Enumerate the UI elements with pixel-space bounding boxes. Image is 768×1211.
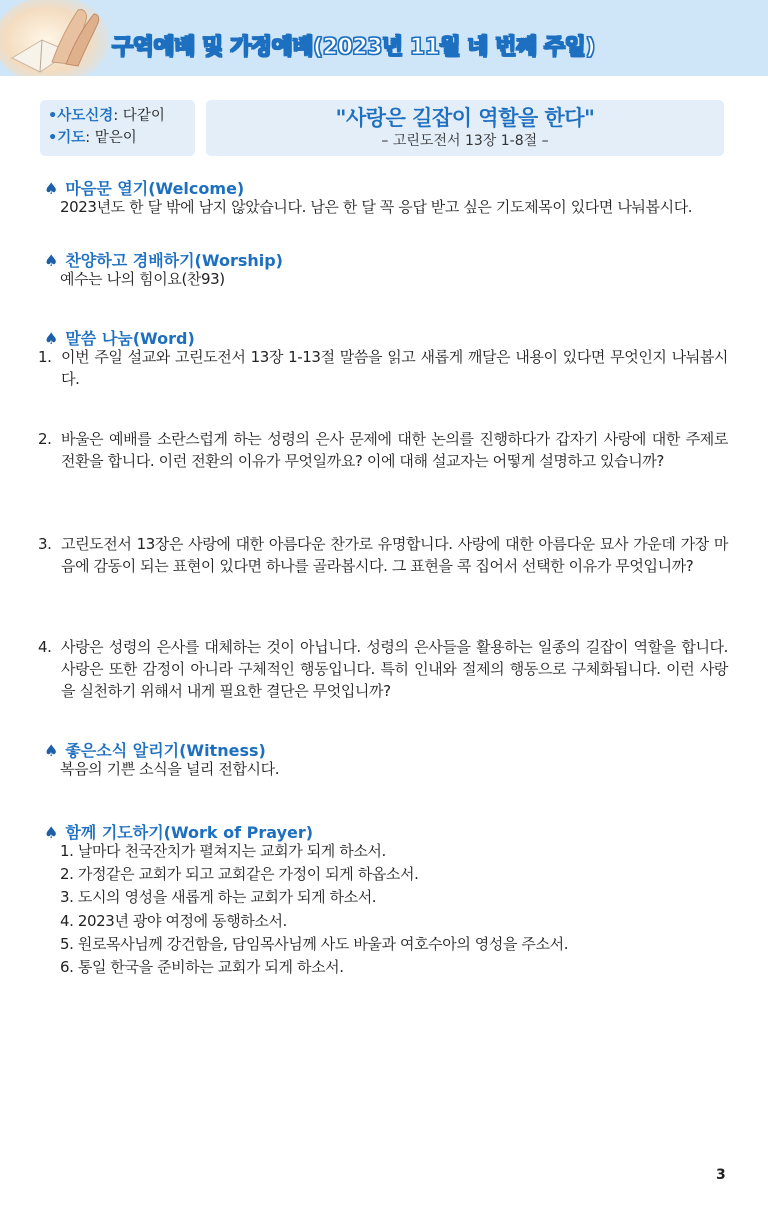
list-item: 4. 2023년 광야 여정에 동행하소서. (60, 911, 287, 930)
question-number: 1. (38, 348, 52, 366)
prayer-list (60, 840, 568, 979)
creed-value: : 다같이 (113, 108, 165, 124)
prayer-value: : 맡은이 (85, 130, 137, 146)
scripture-reference: – 고린도전서 13장 1-8절 – (381, 133, 549, 149)
page-number: 3 (716, 1167, 726, 1183)
witness-body: 복음의 기쁜 소식을 널리 전합시다. (60, 760, 280, 778)
prayer-label: 기도 (57, 130, 86, 146)
question-text: 이번 주일 설교와 고린도전서 13장 1-13절 말씀을 읽고 새롭게 깨달은 내용이 있다면 무엇인지 나눠봅시다. (61, 348, 728, 388)
praying-hands-bible-icon (0, 0, 120, 76)
question-text: 고린도전서 13장은 사랑에 대한 아름다운 찬가로 유명합니다. 사랑에 대한 아름다운 묘사 가운데 가장 마음에 감동이 되는 표현이 있다면 하나를 골라봅시다. 그 표현을 콕 집어서 선택한 이유가 무엇입니까? (61, 535, 728, 575)
bullet-icon: • (48, 108, 58, 124)
header-banner (0, 0, 768, 76)
section-heading-text: 마음문 열기(Welcome) (65, 179, 245, 198)
sermon-title: "사랑은 길잡이 역할을 한다" (335, 106, 595, 130)
worship-body: 예수는 나의 힘이요(찬93) (60, 270, 225, 288)
list-item: 6. 통일 한국을 준비하는 교회가 되게 하소서. (60, 958, 344, 977)
section-heading-text: 찬양하고 경배하기(Worship) (65, 251, 283, 270)
sermon-title-box (206, 100, 724, 156)
list-item: 1. 날마다 천국잔치가 펼쳐지는 교회가 되게 하소서. (60, 842, 386, 860)
welcome-body: 2023년도 한 달 밖에 남지 않았습니다. 남은 한 달 꼭 응답 받고 싶은 기도제목이 있다면 나눠봅시다. (60, 198, 693, 216)
spade-icon: ♠ (44, 179, 59, 198)
creed-label: 사도신경 (57, 108, 114, 124)
question-item-2 (38, 428, 728, 472)
question-number: 2. (38, 430, 52, 448)
question-text: 사랑은 성령의 은사를 대체하는 것이 아닙니다. 성령의 은사들을 활용하는 일종의 길잡이 역할을 합니다. 사랑은 또한 감정이 아니라 구체적인 행동입니다. 특히 인내와 절제의 행동으로 구체화됩니다. 이런 사랑을 실천하기 위해서 내게 필요한 결단은 무엇입니까? (61, 638, 728, 700)
question-number: 3. (38, 535, 52, 553)
prayer-row (48, 127, 195, 149)
question-number: 4. (38, 638, 52, 656)
spade-icon: ♠ (44, 823, 59, 842)
question-item-4 (38, 636, 728, 702)
bullet-icon: • (48, 130, 58, 146)
service-roles-box (40, 100, 195, 156)
section-heading-text: 함께 기도하기(Work of Prayer) (65, 823, 314, 842)
page-title: 구역예배 및 가정예배(2023년 11월 네 번째 주일) (112, 35, 595, 60)
spade-icon: ♠ (44, 741, 59, 760)
creed-row (48, 105, 195, 127)
spade-icon: ♠ (44, 251, 59, 270)
section-heading-text: 좋은소식 알리기(Witness) (65, 741, 266, 760)
question-item-1 (38, 346, 728, 390)
list-item: 5. 원로목사님께 강건함을, 담임목사님께 사도 바울과 여호수아의 영성을 주소서. (60, 934, 569, 953)
question-item-3 (38, 533, 728, 577)
spade-icon: ♠ (44, 329, 59, 348)
question-text: 바울은 예배를 소란스럽게 하는 성령의 은사 문제에 대한 논의를 진행하다가 갑자기 사랑에 대한 주제로 전환을 합니다. 이런 전환의 이유가 무엇일까요? 이에 대해 설교자는 어떻게 설명하고 있습니까? (61, 430, 728, 470)
list-item: 2. 가정같은 교회가 되고 교회같은 가정이 되게 하옵소서. (60, 865, 419, 884)
list-item: 3. 도시의 영성을 새롭게 하는 교회가 되게 하소서. (60, 888, 377, 907)
section-heading-text: 말씀 나눔(Word) (65, 329, 195, 348)
